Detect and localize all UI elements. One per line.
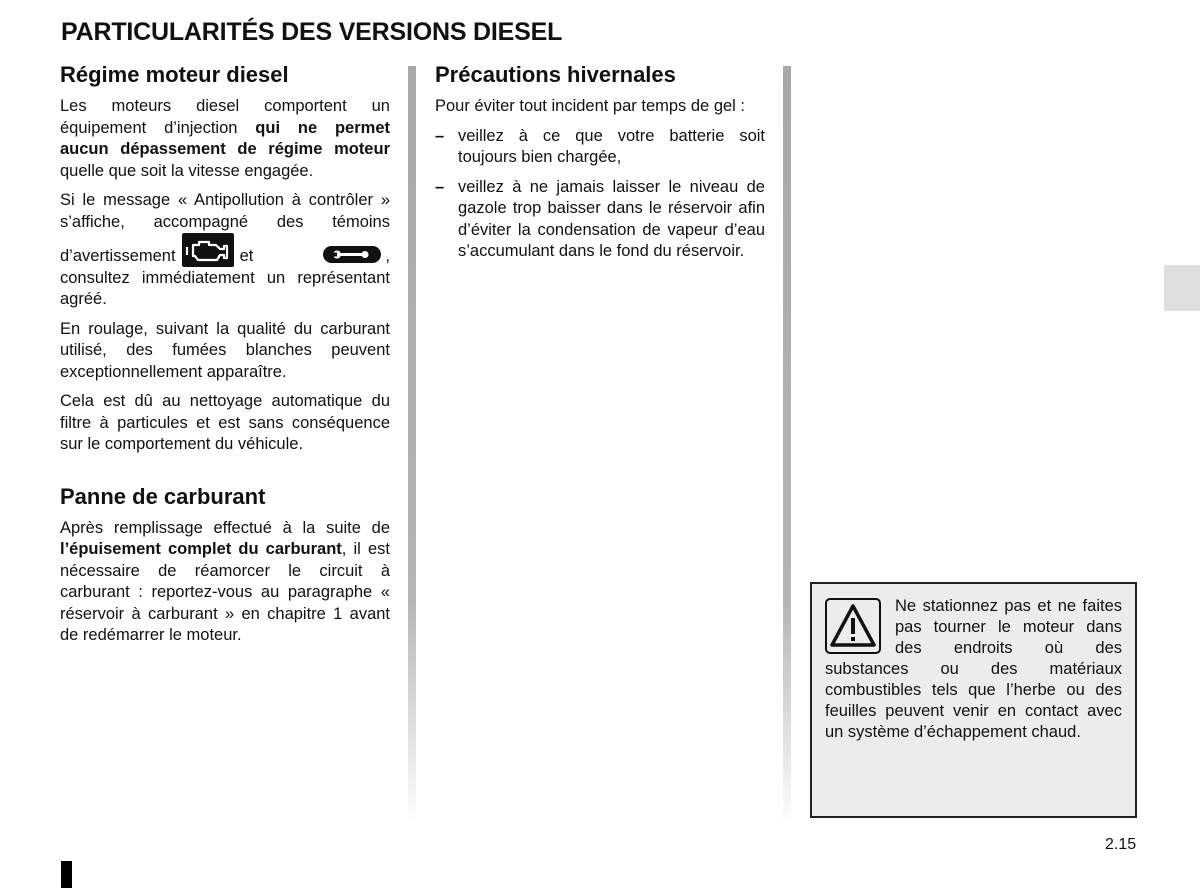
left-column: [60, 60, 390, 655]
page-number: 2.15: [1105, 836, 1137, 853]
paragraph-injection: [60, 96, 390, 182]
paragraph-fuel-reprime: [60, 518, 390, 647]
section-heading-fuel-failure: Panne de carburant: [60, 483, 266, 509]
page-corner-marker: [61, 861, 72, 888]
page-title: PARTICULARITÉS DES VERSIONS DIESEL: [61, 18, 563, 46]
paragraph-text: et: [239, 247, 254, 265]
list-item-text: veillez à ce que votre batterie soit toujours bien chargée,: [458, 126, 765, 166]
list-item-text: veillez à ne jamais laisser le niveau de gazole trop baisser dans le réservoir afin d’éviter la condensation de vapeur d’eau s’accumulant dans le fond du réservoir.: [458, 177, 765, 260]
paragraph-winter-intro: Pour éviter tout incident par temps de gel :: [435, 97, 746, 115]
warning-text: Ne stationnez pas et ne faites pas tourner le moteur dans des endroits où des substances ou des matériaux combustibles tels que l’herbe ou des feuilles peuvent venir en contact avec un système d’échappement chaud.: [825, 597, 1122, 741]
paragraph-text: Si le message « Antipollution à contrôler » s’affiche, accompagné des témoins d’avertissement: [60, 191, 390, 265]
paragraph-bold-text: qui ne permet aucun dépassement de régime moteur: [60, 118, 390, 158]
paragraph-text: Après remplissage effectué à la suite de: [60, 518, 390, 537]
column-divider: [783, 66, 791, 826]
list-item: [435, 177, 765, 263]
middle-column: [435, 60, 765, 271]
chapter-tab: [1164, 265, 1200, 311]
list-dash: –: [435, 126, 445, 145]
warning-box: [810, 582, 1137, 818]
paragraph-text: , il est nécessaire de réamorcer le circuit à carburant : reportez-vous au paragraphe « réservoir à carburant » en chapitre 1 avant de redémarrer le moteur.: [60, 540, 390, 644]
paragraph-text: Les moteurs diesel comportent un équipement d’injection: [60, 97, 390, 137]
wrench-service-icon: [323, 246, 381, 263]
section-heading-diesel-regime: Régime moteur diesel: [60, 62, 289, 87]
list-dash: –: [435, 177, 445, 196]
section-heading-winter: Précautions hivernales: [435, 62, 676, 87]
paragraph-antipollution: [60, 190, 390, 311]
list-item: [435, 126, 765, 169]
column-divider: [408, 66, 416, 826]
engine-warning-icon: [182, 233, 234, 267]
paragraph-particle-filter: Cela est dû au nettoyage automatique du filtre à particules et est sans conséquence sur le comportement du véhicule.: [60, 392, 390, 453]
paragraph-bold-text: l’épuisement complet du carburant: [60, 540, 342, 558]
paragraph-text: quelle que soit la vitesse engagée.: [60, 161, 314, 180]
paragraph-white-smoke: En roulage, suivant la qualité du carburant utilisé, des fumées blanches peuvent exceptionnellement apparaître.: [60, 319, 390, 381]
paragraph-text: , consultez immédiatement un représentant agréé.: [60, 247, 390, 308]
warning-triangle-icon: [825, 598, 881, 654]
